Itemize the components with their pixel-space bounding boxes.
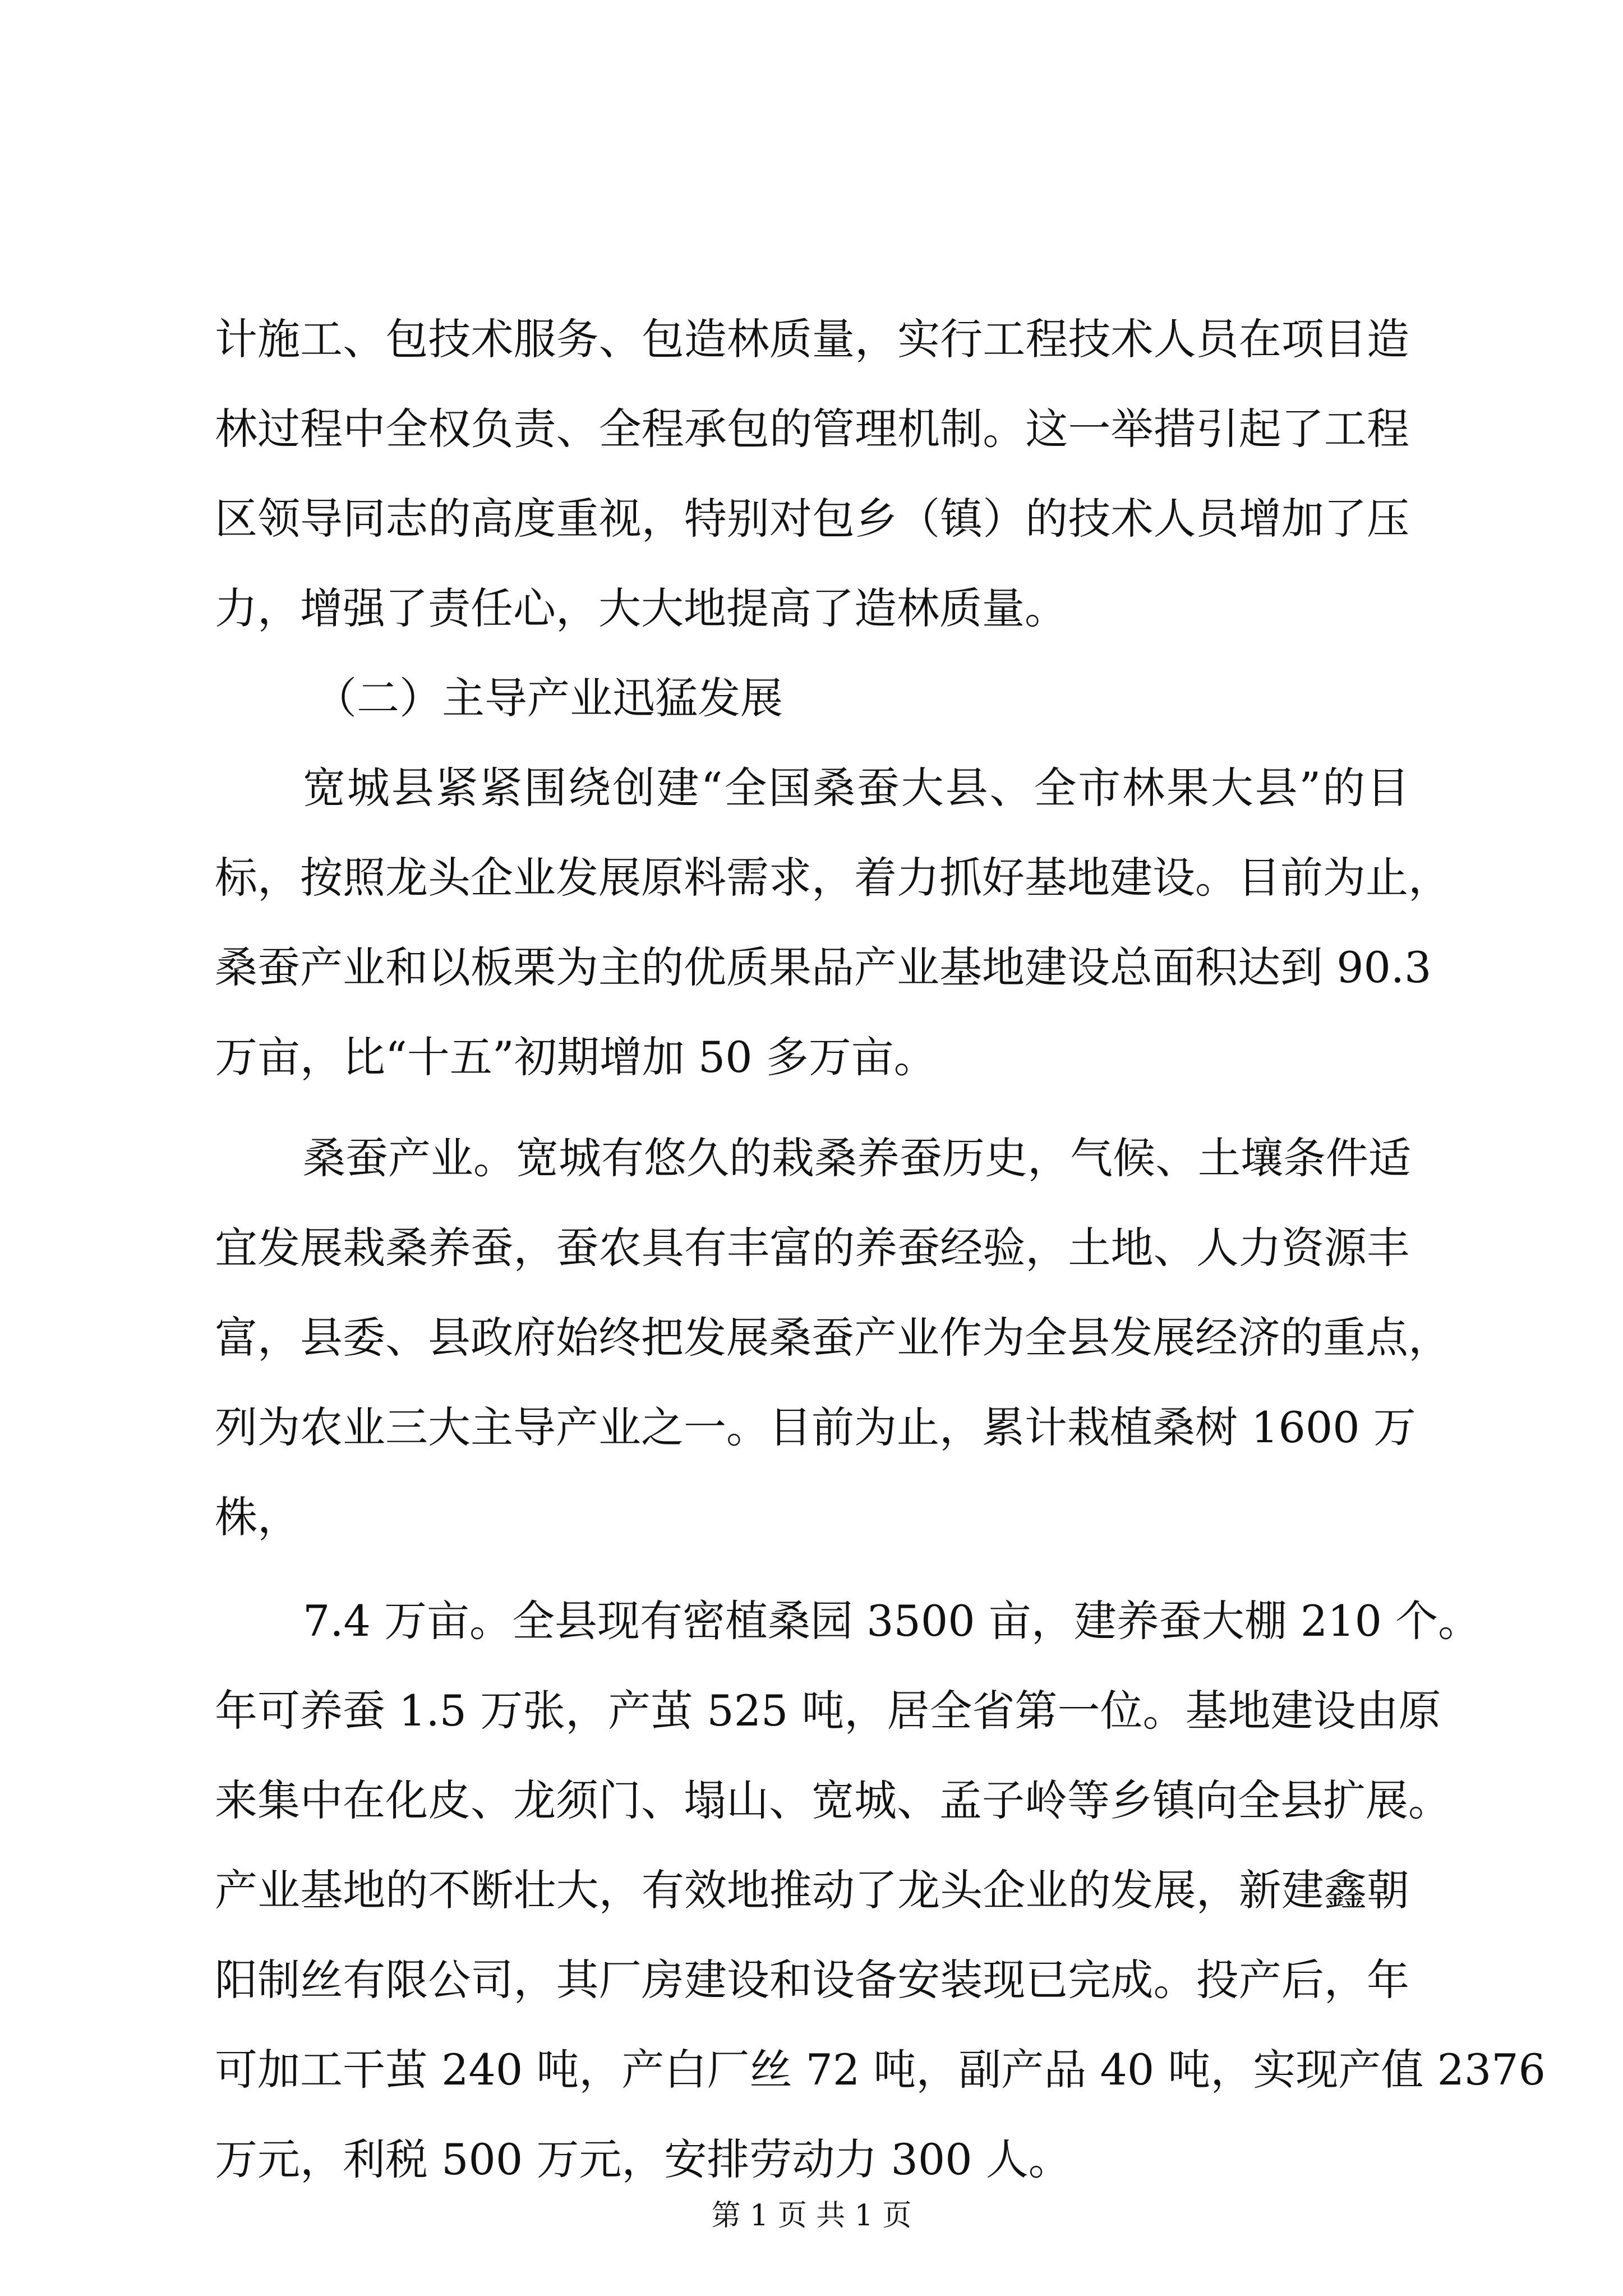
page-number-footer: 第 1 页 共 1 页 (711, 2199, 912, 2233)
paragraph-line: 万亩，比“十五”初期增加 50 多万亩。 (215, 1032, 937, 1082)
paragraph-line: 标，按照龙头企业发展原料需求，着力抓好基地建设。目前为止， (215, 853, 1451, 903)
paragraph-line: 株， (215, 1492, 300, 1542)
paragraph-line: 产业基地的不断壮大，有效地推动了龙头企业的发展，新建鑫朝 (215, 1865, 1409, 1915)
paragraph-line: 宜发展栽桑养蚕，蚕农具有丰富的养蚕经验，土地、人力资源丰 (215, 1223, 1409, 1273)
paragraph-line: 列为农业三大主导产业之一。目前为止，累计栽植桑树 1600 万 (215, 1402, 1416, 1452)
paragraph-line: 林过程中全权负责、全程承包的管理机制。这一举措引起了工程 (215, 404, 1409, 454)
paragraph-line: 万元，利税 500 万元，安排劳动力 300 人。 (215, 2134, 1071, 2184)
paragraph-line: 桑蚕产业和以板栗为主的优质果品产业基地建设总面积达到 90.3 (215, 942, 1432, 992)
paragraph-line: 区领导同志的高度重视，特别对包乡（镇）的技术人员增加了压 (215, 494, 1409, 544)
section-heading: （二）主导产业迅猛发展 (314, 673, 783, 723)
paragraph-line: 宽城县紧紧围绕创建“全国桑蚕大县、全市林果大县”的目 (303, 763, 1409, 813)
paragraph-line: 可加工干茧 240 吨，产白厂丝 72 吨，副产品 40 吨，实现产值 2376 (215, 2045, 1546, 2095)
paragraph-line: 桑蚕产业。宽城有悠久的栽桑养蚕历史，气候、土壤条件适 (303, 1133, 1411, 1183)
paragraph-line: 7.4 万亩。全县现有密植桑园 3500 亩，建养蚕大棚 210 个。 (303, 1596, 1481, 1646)
paragraph-line: 来集中在化皮、龙须门、塌山、宽城、孟子岭等乡镇向全县扩展。 (215, 1775, 1451, 1825)
paragraph-line: 阳制丝有限公司，其厂房建设和设备安装现已完成。投产后，年 (215, 1955, 1409, 2005)
paragraph-line: 富，县委、县政府始终把发展桑蚕产业作为全县发展经济的重点， (215, 1313, 1451, 1363)
paragraph-line: 年可养蚕 1.5 万张，产茧 525 吨，居全省第一位。基地建设由原 (215, 1686, 1441, 1736)
paragraph-line: 计施工、包技术服务、包造林质量，实行工程技术人员在项目造 (215, 314, 1409, 364)
paragraph-line: 力，增强了责任心，大大地提高了造林质量。 (215, 583, 1067, 633)
